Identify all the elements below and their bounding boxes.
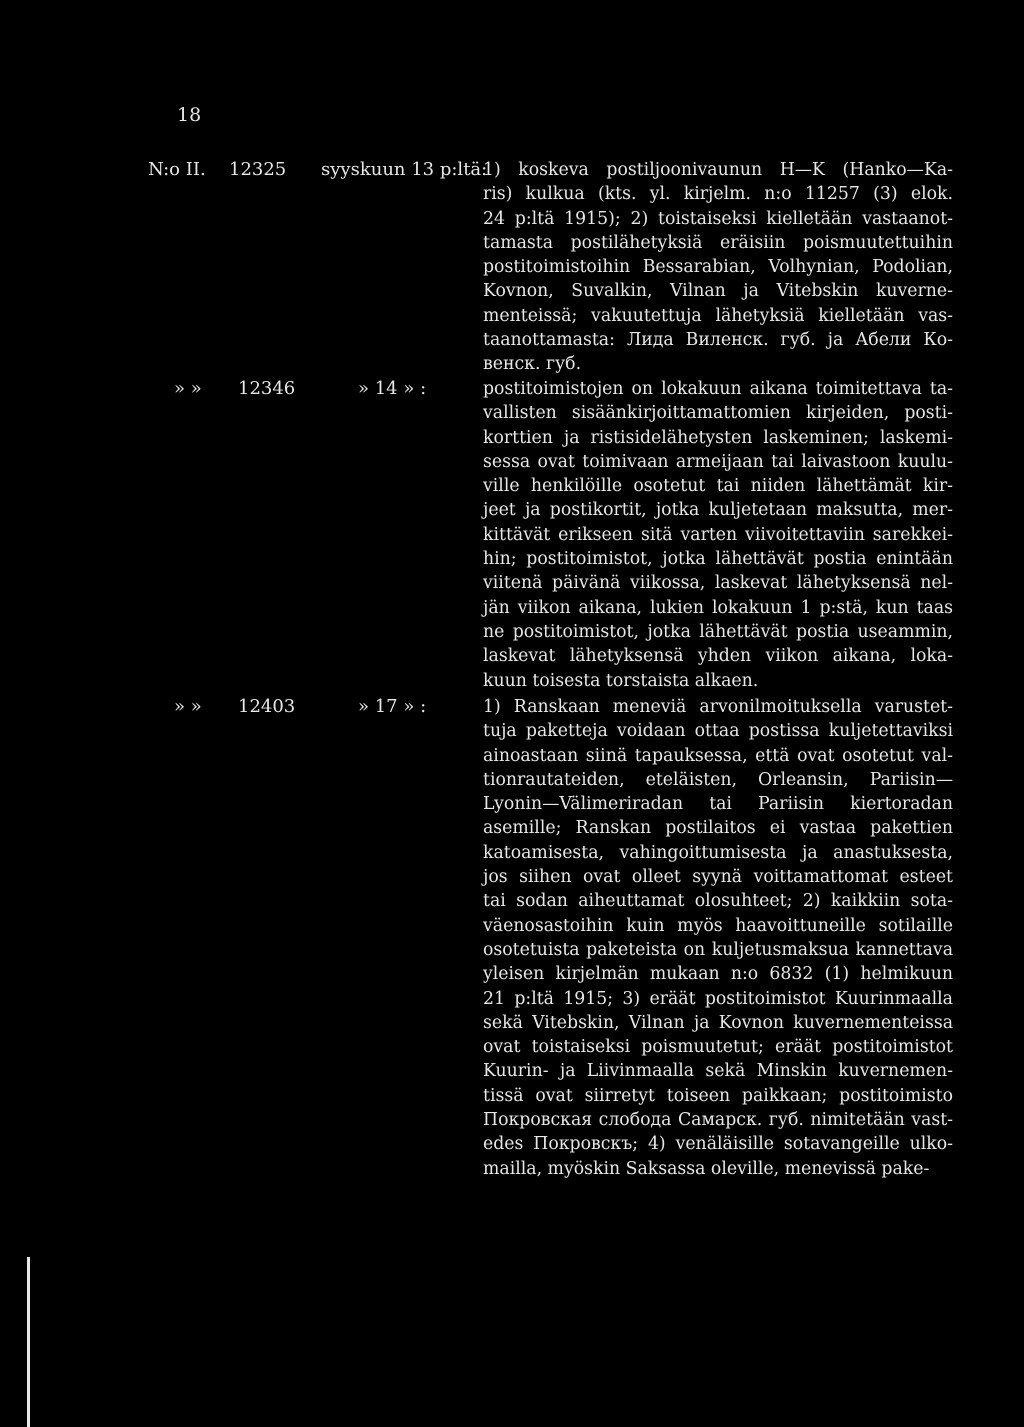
entry-date: » 17 » : — [358, 696, 427, 717]
entry-text — [483, 377, 953, 693]
text-line: tuja paketteja voidaan ottaa postissa kuljetettaviksi — [483, 721, 953, 742]
text-line: asemille; Ranskan postilaitos ei vastaa pakettien — [483, 818, 953, 839]
entry-text — [483, 695, 953, 1181]
text-line: ainoastaan siinä tapauksessa, että ovat osotetut val- — [483, 745, 953, 766]
text-line: postitoimistoihin Bessarabian, Volhynian, Podolian, — [483, 257, 953, 278]
text-line: laskevat lähetyksensä yhden viikon aikana, loka- — [483, 646, 953, 667]
text-line: edes Покровскъ; 4) venäläisille sotavangeille ulko- — [483, 1134, 953, 1155]
text-line: sekä Vitebskin, Vilnan ja Kovnon kuvernementeissa — [483, 1012, 953, 1033]
entry-date: » 14 » : — [358, 378, 427, 399]
text-line: tamasta postilähetyksiä eräisiin poismuutettuihin — [483, 232, 953, 253]
text-line: tionrautateiden, eteläisten, Orleansin, Pariisin— — [483, 769, 953, 790]
text-line: венск. губ. — [483, 354, 582, 375]
text-line: hin; postitoimistot, jotka lähettävät postia enintään — [483, 549, 953, 570]
margin-rule — [27, 1257, 30, 1427]
text-line: kuun toisesta torstaista alkaen. — [483, 670, 759, 691]
text-line: jän viikon aikana, lukien lokakuun 1 p:stä, kun taas — [483, 597, 953, 618]
entry-prefix: » » — [174, 378, 202, 399]
entry-date: syyskuun 13 p:ltä: — [321, 159, 488, 180]
text-line: jeet ja postikortit, jotka kuljetetaan maksutta, mer- — [483, 500, 953, 521]
text-line: tai sodan aiheuttamat olosuhteet; 2) kaikkiin sota- — [483, 891, 953, 912]
text-line: vallisten sisäänkirjoittamattomien kirjeiden, posti- — [483, 403, 953, 424]
page-number: 18 — [177, 104, 202, 126]
text-line: postitoimistojen on lokakuun aikana toimitettava ta- — [483, 379, 953, 399]
text-line: yleisen kirjelmän mukaan n:o 6832 (1) helmikuun — [483, 964, 953, 985]
text-line: 24 p:ltä 1915); 2) toistaiseksi kielletään vastaanot- — [483, 208, 953, 229]
entry-number: 12346 — [238, 378, 296, 399]
text-line: tissä ovat siirretyt toiseen paikkaan; postitoimisto — [483, 1085, 953, 1106]
text-line: Lyonin—Välimeriradan tai Pariisin kiertoradan — [483, 794, 953, 815]
text-line: viitenä päivänä viikossa, laskevat lähetyksensä nel- — [483, 573, 953, 594]
text-line: Kovnon, Suvalkin, Vilnan ja Vitebskin kuverne- — [483, 281, 953, 302]
text-line: 21 p:ltä 1915; 3) eräät postitoimistot Kuurinmaalla — [483, 988, 953, 1009]
text-line: osotetuista paketeista on kuljetusmaksua kannettava — [483, 939, 953, 960]
text-line: ovat toistaiseksi poismuutetut; eräät postitoimistot — [483, 1037, 953, 1058]
text-line: väenosastoihin kuin myös haavoittuneille sotilaille — [483, 915, 953, 936]
text-line: menteissä; vakuutettuja lähetyksiä kielletään vas- — [483, 305, 953, 326]
text-line: mailla, myöskin Saksassa oleville, menevissä pake- — [483, 1158, 930, 1179]
text-line: katoamisesta, vahingoittumisesta ja anastuksesta, — [483, 842, 953, 863]
text-line: 1) Ranskaan meneviä arvonilmoituksella varustet- — [483, 697, 953, 717]
text-line: taanottamasta: Лида Виленск. губ. ja Абели Ко- — [483, 330, 953, 351]
text-line: ris) kulkua (kts. yl. kirjelm. n:o 11257 (3) elok. — [483, 184, 953, 205]
entry-prefix: N:o II. — [148, 159, 206, 180]
text-line: sessa ovat toimivaan armeijaan tai laivastoon kuulu- — [483, 451, 953, 472]
entry-text — [483, 158, 953, 377]
text-line: Покровская слобода Самарск. губ. nimitetään vast- — [483, 1110, 953, 1131]
text-line: jos siihen ovat olleet syynä voittamattomat esteet — [483, 867, 953, 888]
entry-prefix: » » — [174, 696, 202, 717]
text-line: 1) koskeva postiljoonivaunun H—K (Hanko—Ka- — [483, 160, 953, 180]
text-line: kittävät erikseen sitä varten viivoitettaviin sarekkei- — [483, 524, 953, 545]
text-line: Kuurin- ja Liivinmaalla sekä Minskin kuvernemen- — [483, 1061, 953, 1082]
text-line: ne postitoimistot, jotka lähettävät postia useammin, — [483, 621, 953, 642]
text-line: ville henkilöille osotetut tai niiden lähettämät kir- — [483, 476, 953, 497]
entry-number: 12325 — [229, 159, 287, 180]
entry-number: 12403 — [238, 696, 296, 717]
text-line: korttien ja ristisidelähetysten laskeminen; laskemi- — [483, 427, 953, 448]
